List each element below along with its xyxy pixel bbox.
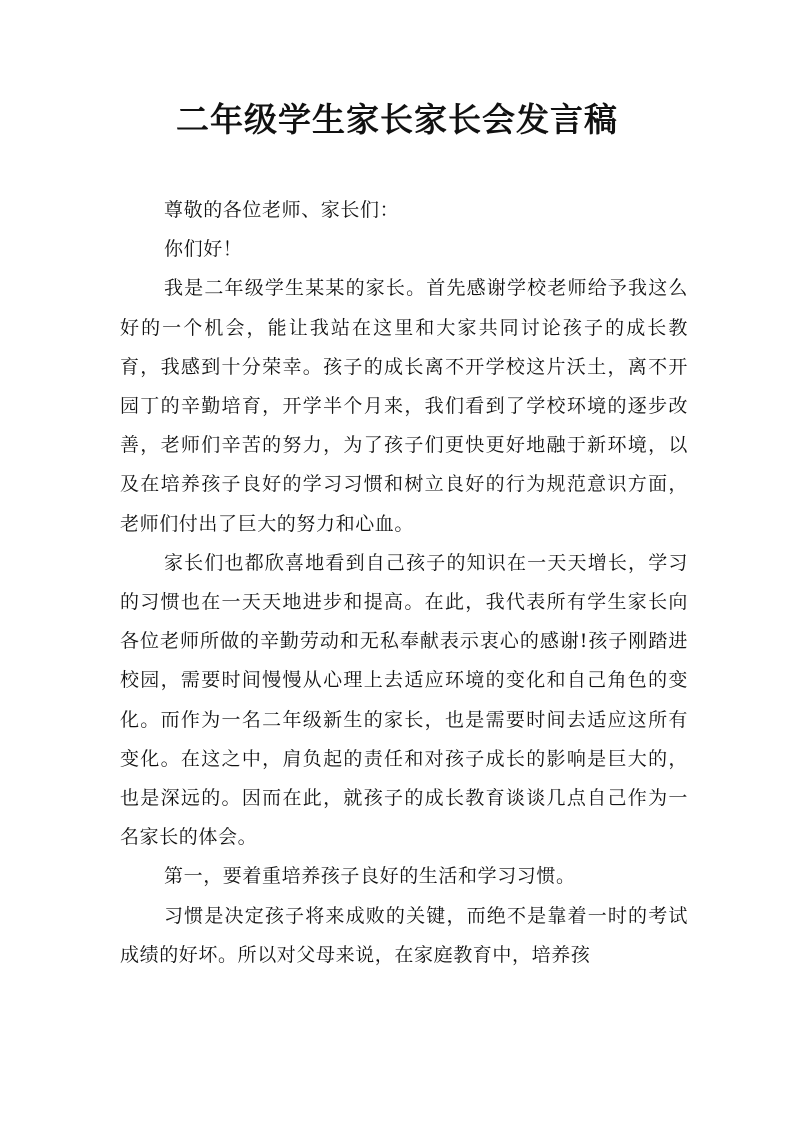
salutation: 尊敬的各位老师、家长们： — [164, 199, 400, 221]
document-title: 二年级学生家长家长会发言稿 — [176, 100, 618, 139]
paragraph-gratitude: 家长们也都欣喜地看到自己孩子的知识在一天天增长，学习的习惯也在一天天地进步和提高。在此，我代表所有学生家长向各位老师所做的辛勤劳动和无私奉献表示衷心的感谢!孩子刚踏进校园，需要时间慢慢从心理上去适应环境的变化和自己角色的变化。而作为一名二年级新生的家长，也是需要时间去适应这所有变化。在这之中，肩负起的责任和对孩子成长的影响是巨大的，也是深远的。因而在此，就孩子的成长教育谈谈几点自己作为一名家长的体会。 — [120, 551, 688, 849]
greeting: 你们好！ — [164, 238, 243, 261]
paragraph-habits: 习惯是决定孩子将来成败的关键，而绝不是靠着一时的考试成绩的好坏。所以对父母来说，在家庭教育中，培养孩 — [120, 904, 688, 966]
paragraph-introduction: 我是二年级学生某某的家长。首先感谢学校老师给予我这么好的一个机会，能让我站在这里和大家共同讨论孩子的成长教育，我感到十分荣幸。孩子的成长离不开学校这片沃土，离不开园丁的辛勤培育，开学半个月来，我们看到了学校环境的逐步改善，老师们辛苦的努力，为了孩子们更快更好地融于新环境，以及在培养孩子良好的学习习惯和树立良好的行为规范意识方面，老师们付出了巨大的努力和心血。 — [120, 277, 688, 535]
point-one-heading: 第一，要着重培养孩子良好的生活和学习习惯。 — [164, 865, 576, 888]
document-body — [120, 191, 688, 975]
